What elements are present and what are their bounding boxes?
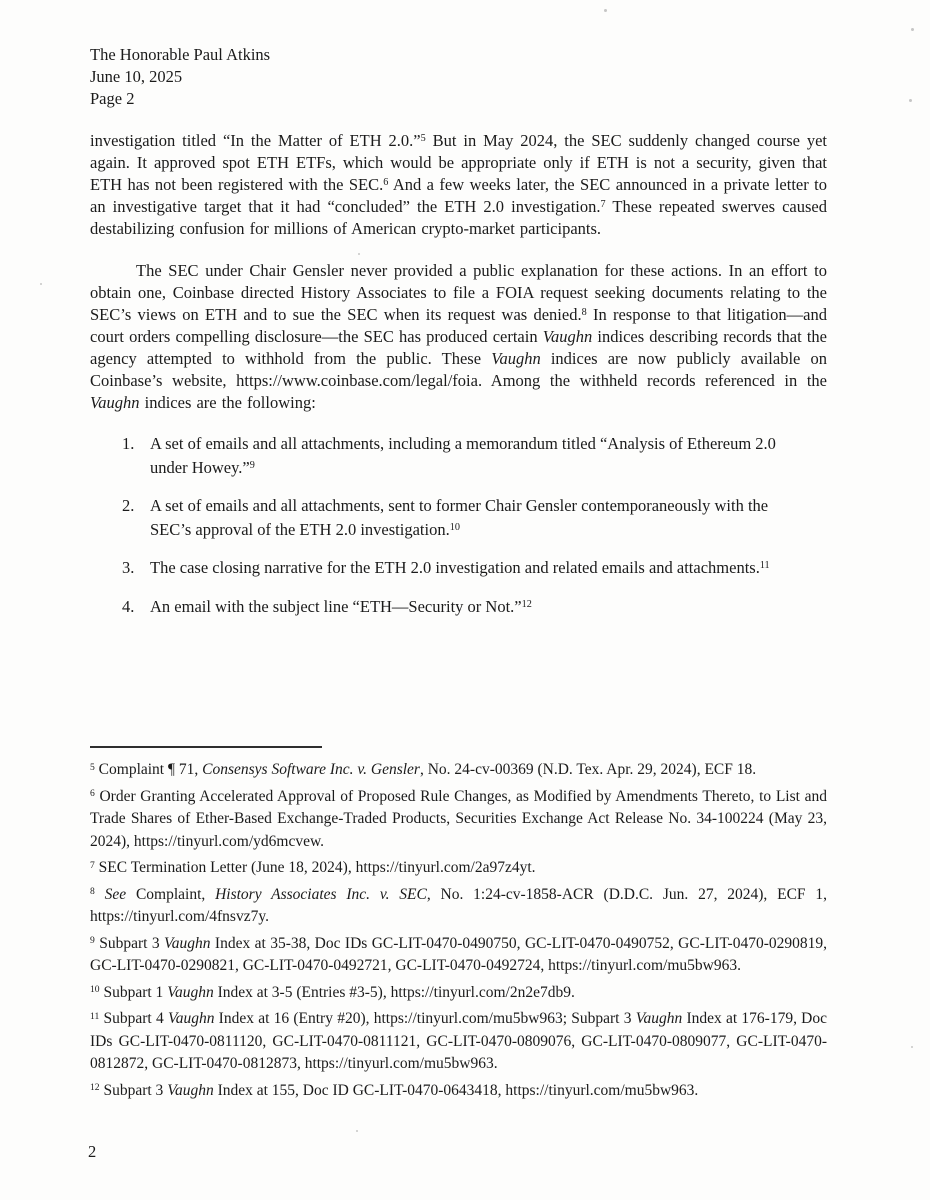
letter-header (90, 44, 827, 110)
scan-speck (358, 253, 360, 255)
footnote-6: $^6$ Order Granting Accelerated Approval of Proposed Rule Changes, as Modified by Amendments Thereto, to List and Trade Shares of Ether-Based Exchange-Traded Products, Securities Exchange Act Release No. 34-100224 (May 23, 2024), https://tinyurl.com/yd6mcvew. (90, 787, 827, 850)
footnote-9: $^9$ Subpart 3 Vaughn Index at 35-38, Doc IDs GC-LIT-0470-0490750, GC-LIT-0470-0490752, GC-LIT-0470-0290819, GC-LIT-0470-0290821, GC-LIT-0470-0492721, GC-LIT-0470-0492724, https://tinyurl.com/mu5bw963. (90, 934, 827, 974)
footnote-12: $^{12}$ Subpart 3 Vaughn Index at 155, Doc ID GC-LIT-0470-0643418, https://tinyurl.com/mu5bw963. (90, 1081, 699, 1099)
list-item (90, 494, 827, 541)
list-item (90, 595, 827, 619)
list-item-number: 1. (122, 434, 135, 453)
list-item (90, 556, 827, 580)
footnote-8: $^8$ See Complaint, History Associates Inc. v. SEC, No. 1:24-cv-1858-ACR (D.D.C. Jun. 27, 2024), ECF 1, https://tinyurl.com/4fnsvz7y. (90, 885, 827, 925)
footnote-7: $^7$ SEC Termination Letter (June 18, 2024), https://tinyurl.com/2a97z4yt. (90, 859, 536, 876)
list-item-text: An email with the subject line “ETH—Security or Not.”$^{12}$ (150, 596, 532, 616)
scan-speck (356, 1130, 358, 1132)
scan-speck (911, 1046, 913, 1048)
list-item-number: 2. (122, 496, 135, 515)
footnote-10: $^{10}$ Subpart 1 Vaughn Index at 3-5 (Entries #3-5), https://tinyurl.com/2n2e7db9. (90, 983, 575, 1001)
footnotes-section (90, 746, 827, 1106)
list-item-text: The case closing narrative for the ETH 2.0 investigation and related emails and attachments.$^{11}$ (150, 558, 770, 577)
recipient-line: The Honorable Paul Atkins (90, 45, 271, 64)
date-line: June 10, 2025 (90, 67, 183, 86)
scan-speck (911, 28, 914, 31)
list-item-text: A set of emails and all attachments, sent to former Chair Gensler contemporaneously with the SEC’s approval of the ETH 2.0 investigation.$^{10}$ (150, 496, 769, 539)
body-paragraph-2: The SEC under Chair Gensler never provided a public explanation for these actions. In an effort to obtain one, Coinbase directed History Associates to file a FOIA request seeking documents relating to the SEC’s views on ETH and to sue the SEC when its request was denied.$^8$ In response to that litigation—and court orders compelling disclosure—the SEC has produced certain Vaughn indices describing records that the agency attempted to withhold from the public. These Vaughn indices are now publicly available on Coinbase’s website, https://www.coinbase.com/legal/foia. Among the withheld records referenced in the Vaughn indices are the following: (90, 261, 828, 412)
footnote-11: $^{11}$ Subpart 4 Vaughn Index at 16 (Entry #20), https://tinyurl.com/mu5bw963; Subpart 3 Vaughn Index at 176-179, Doc IDs GC-LIT-0470-0811120, GC-LIT-0470-0811121, GC-LIT-0470-0809076, GC-LIT-0470-0809077, GC-LIT-0470-0812872, GC-LIT-0470-0812873, https://tinyurl.com/mu5bw963. (90, 1010, 828, 1072)
scan-speck (909, 99, 912, 102)
page-label: Page 2 (90, 89, 135, 108)
footnote-5: $^5$ Complaint ¶ 71, Consensys Software Inc. v. Gensler, No. 24-cv-00369 (N.D. Tex. Apr. 29, 2024), ECF 18. (90, 761, 757, 778)
withheld-records-list (90, 432, 827, 618)
page-number: 2 (88, 1142, 97, 1161)
list-item-number: 4. (122, 596, 135, 616)
scan-speck (40, 283, 42, 285)
list-item-text: A set of emails and all attachments, including a memorandum titled “Analysis of Ethereum 2.0 under Howey.”$^9$ (150, 434, 776, 477)
body-paragraph-1: investigation titled “In the Matter of ETH 2.0.”$^5$ But in May 2024, the SEC suddenly changed course yet again. It approved spot ETH ETFs, which would be appropriate only if ETH is not a security, given that ETH has not been registered with the SEC.$^6$ And a few weeks later, the SEC announced in a private letter to an investigative target that it had “concluded” the ETH 2.0 investigation.$^7$ These repeated swerves caused destabilizing confusion for millions of American crypto-market participants. (90, 131, 827, 238)
scan-speck (604, 9, 607, 12)
list-item (90, 432, 827, 479)
list-item-number: 3. (122, 558, 135, 577)
letter-body (90, 44, 827, 633)
footnote-separator (90, 746, 322, 748)
